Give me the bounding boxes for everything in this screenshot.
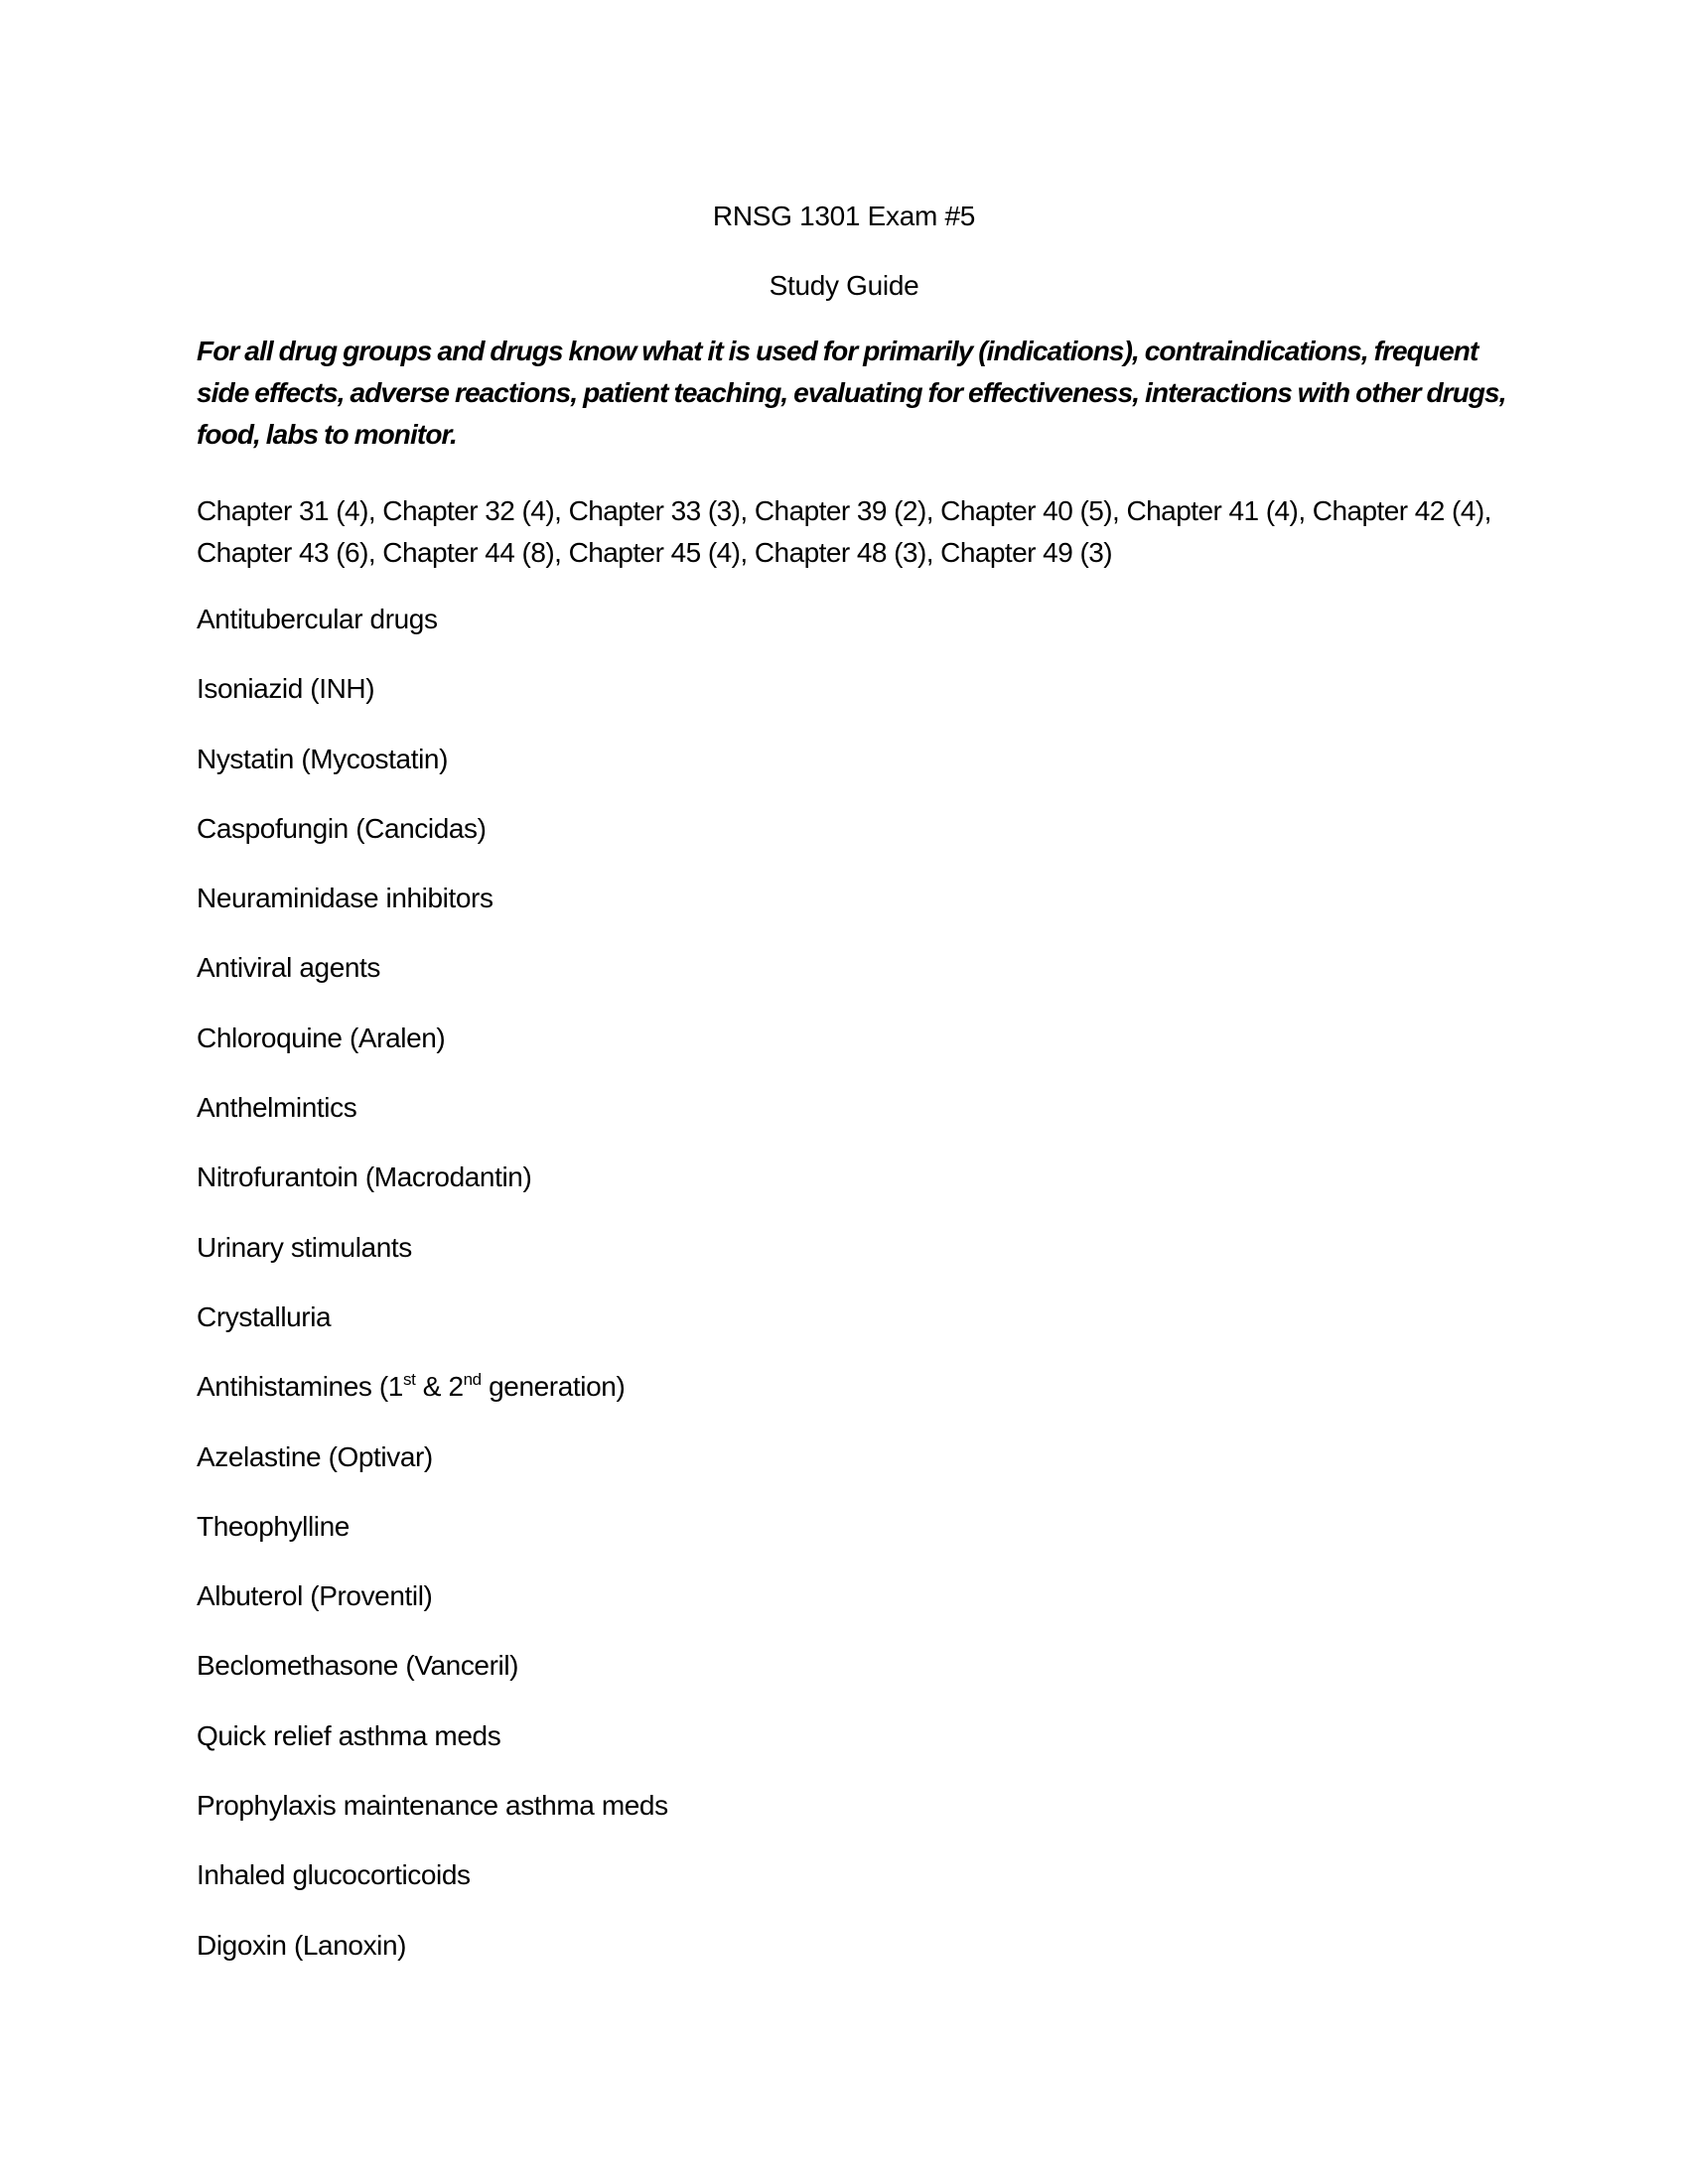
- antihistamines-prefix: Antihistamines (1: [197, 1371, 403, 1403]
- topic-item: Urinary stimulants: [197, 1231, 412, 1263]
- topic-item: Nystatin (Mycostatin): [197, 743, 448, 774]
- topic-item: Quick relief asthma meds: [197, 1719, 501, 1751]
- antihistamines-suffix: generation): [481, 1371, 626, 1403]
- topic-item: Antiviral agents: [197, 952, 381, 984]
- topic-item: Chloroquine (Aralen): [197, 1022, 446, 1053]
- superscript-nd: nd: [463, 1370, 482, 1390]
- topic-item: Crystalluria: [197, 1300, 332, 1332]
- topic-item: Digoxin (Lanoxin): [197, 1929, 407, 1961]
- antihistamines-mid: & 2: [415, 1371, 464, 1403]
- topic-item: Beclomethasone (Vanceril): [197, 1650, 519, 1682]
- topic-item: Azelastine (Optivar): [197, 1440, 433, 1472]
- topic-list: [197, 602, 668, 1997]
- topic-item: Caspofungin (Cancidas): [197, 812, 487, 844]
- topic-item: Antitubercular drugs: [197, 604, 438, 634]
- topic-item: Inhaled glucocorticoids: [197, 1859, 471, 1891]
- topic-item: Theophylline: [197, 1510, 350, 1542]
- instructions-paragraph: For all drug groups and drugs know what it is used for primarily (indications), contraindications, frequent side effects, adverse reactions, patient teaching, evaluating for effectiveness, interactions with other drugs, food, labs to monitor.: [197, 336, 1506, 450]
- document-title: RNSG 1301 Exam #5: [712, 201, 976, 231]
- topic-item: Albuterol (Proventil): [197, 1580, 433, 1612]
- topic-item: Anthelmintics: [197, 1092, 357, 1124]
- document-subtitle: Study Guide: [769, 270, 919, 301]
- topic-item: Isoniazid (INH): [197, 673, 375, 705]
- topic-item: Nitrofurantoin (Macrodantin): [197, 1161, 532, 1193]
- topic-item-antihistamines: [197, 1369, 668, 1438]
- topic-item: Prophylaxis maintenance asthma meds: [197, 1790, 668, 1822]
- chapters-paragraph: Chapter 31 (4), Chapter 32 (4), Chapter 33 (3), Chapter 39 (2), Chapter 40 (5), Chapter 41 (4), Chapter 42 (4), Chapter 43 (6), Chapter 44 (8), Chapter 45 (4), Chapter 48 (3), Chapter 49 (3): [197, 495, 1491, 568]
- superscript-st: st: [402, 1370, 416, 1390]
- topic-item: Neuraminidase inhibitors: [197, 883, 493, 914]
